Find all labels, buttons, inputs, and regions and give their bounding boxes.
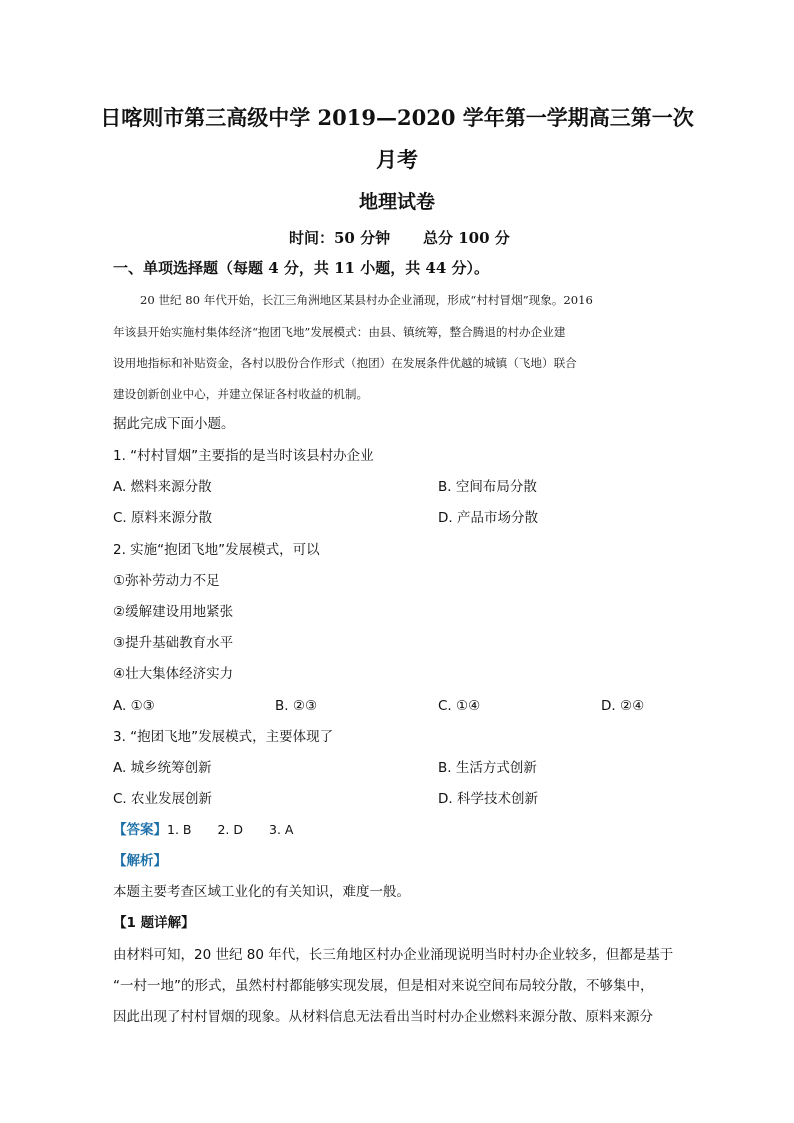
- analysis-tag: 【解析】: [113, 853, 167, 869]
- question-1-option-b: B. 空间布局分散: [438, 479, 537, 495]
- analysis-summary: 本题主要考查区域工业化的有关知识，难度一般。: [113, 884, 410, 900]
- analysis-detail-line: 由材料可知，20 世纪 80 年代，长三角地区村办企业涌现说明当时村办企业较多，但都是基于: [113, 947, 674, 963]
- question-2-item: ③提升基础教育水平: [113, 635, 234, 651]
- question-1-option-a: A. 燃料来源分散: [113, 479, 212, 495]
- question-1-stem: 1. “村村冒烟”主要指的是当时该县村办企业: [113, 448, 374, 464]
- question-1-option-d: D. 产品市场分散: [438, 510, 538, 526]
- section-heading: 一、单项选择题（每题 4 分，共 11 小题，共 44 分）。: [113, 259, 490, 277]
- question-2-option-a: A. ①③: [113, 698, 155, 714]
- exam-subject: 地理试卷: [358, 191, 435, 213]
- question-1-option-c: C. 原料来源分散: [113, 510, 213, 526]
- question-3-option-a: A. 城乡统筹创新: [113, 760, 212, 776]
- question-2-option-c: C. ①④: [438, 698, 481, 714]
- analysis-detail-line: 因此出现了村村冒烟的现象。从材料信息无法看出当时村办企业燃料来源分散、原料来源分: [113, 1009, 653, 1025]
- analysis-detail-tag: 【1 题详解】: [113, 915, 195, 931]
- passage-line: 年该县开始实施村集体经济“抱团飞地”发展模式：由县、镇统筹，整合腾退的村办企业建: [113, 325, 566, 339]
- question-3-option-d: D. 科学技术创新: [438, 791, 538, 807]
- answer-value: 2. D: [217, 822, 244, 837]
- question-3-option-b: B. 生活方式创新: [438, 760, 537, 776]
- question-3-stem: 3. “抱团飞地”发展模式，主要体现了: [113, 729, 334, 745]
- question-2-item: ④壮大集体经济实力: [113, 666, 234, 682]
- exam-total-score: 总分 100 分: [423, 229, 510, 247]
- question-2-option-d: D. ②④: [601, 698, 645, 714]
- analysis-detail-line: “一村一地”的形式，虽然村村都能够实现发展，但是相对来说空间布局较分散，不够集中，: [113, 978, 654, 994]
- answer-line: [113, 821, 293, 839]
- instruction: 据此完成下面小题。: [113, 416, 235, 432]
- passage-line: 建设创新创业中心，并建立保证各村收益的机制。: [113, 387, 369, 401]
- exam-title-line2: 月考: [376, 147, 418, 172]
- question-2-item: ②缓解建设用地紧张: [113, 604, 234, 620]
- question-2-option-b: B. ②③: [275, 698, 318, 714]
- exam-title-line1: 日喀则市第三高级中学 2019—2020 学年第一学期高三第一次: [100, 105, 694, 130]
- question-2-stem: 2. 实施“抱团飞地”发展模式，可以: [113, 542, 320, 558]
- answer-tag: 【答案】: [113, 822, 167, 838]
- passage-line: 20 世纪 80 年代开始，长江三角洲地区某县村办企业涌现，形成“村村冒烟”现象。2016: [140, 293, 593, 307]
- passage-line: 设用地指标和补贴资金，各村以股份合作形式（抱团）在发展条件优越的城镇（飞地）联合: [113, 356, 577, 370]
- exam-time: 时间：50 分钟: [289, 229, 391, 247]
- question-2-item: ①弥补劳动力不足: [113, 573, 220, 589]
- question-3-option-c: C. 农业发展创新: [113, 791, 213, 807]
- answer-value: 3. A: [269, 822, 294, 837]
- answer-value: 1. B: [167, 822, 192, 837]
